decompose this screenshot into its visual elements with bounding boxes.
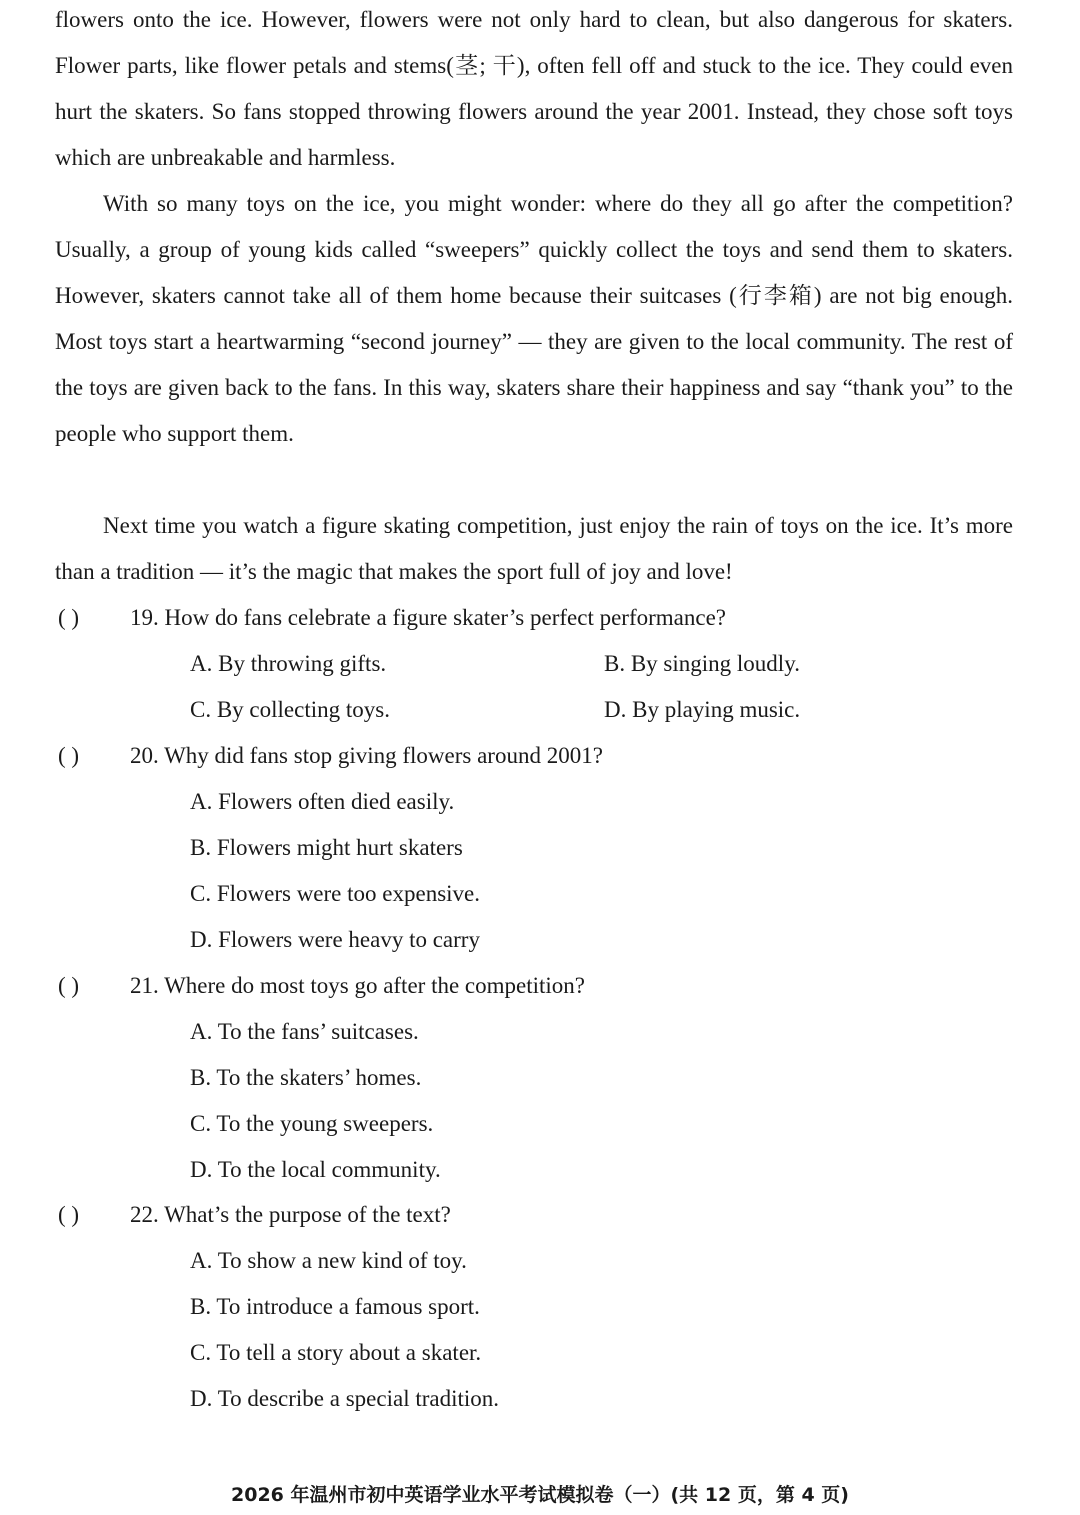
passage-paragraph-3: Next time you watch a figure skating competition, just enjoy the rain of toys on the ice. It’s more than a tradition — it’s the magic that makes the sport full of joy and love!: [55, 513, 1013, 584]
question-21: [0, 963, 1080, 1009]
question-stem: 21. Where do most toys go after the competition?: [130, 973, 585, 998]
option-d: D. Flowers were heavy to carry: [190, 927, 480, 952]
option-c: C. To tell a story about a skater.: [190, 1340, 482, 1365]
option-b: B. To the skaters’ homes.: [190, 1065, 422, 1090]
question-19: [0, 595, 1080, 641]
option-a: A. Flowers often died easily.: [190, 789, 455, 814]
option-b: B. Flowers might hurt skaters: [190, 835, 463, 860]
question-22: [0, 1192, 1080, 1238]
option-b: B. By singing loudly.: [604, 651, 800, 676]
option-b: B. To introduce a famous sport.: [190, 1294, 480, 1319]
passage-paragraph-1: flowers onto the ice. However, flowers were not only hard to clean, but also dangerous for skaters. Flower parts, like flower petals and stems(茎; 干), often fell off and stuck to the ice. They could even hurt the skaters. So fans stopped throwing flowers around the year 2001. Instead, they chose soft toys which are unbreakable and harmless.: [55, 7, 1013, 170]
option-c: C. By collecting toys.: [190, 697, 390, 722]
option-a: A. To show a new kind of toy.: [190, 1248, 467, 1273]
question-stem: 22. What’s the purpose of the text?: [130, 1202, 451, 1227]
option-c: C. To the young sweepers.: [190, 1111, 434, 1136]
answer-blank[interactable]: ( ): [58, 1202, 80, 1227]
option-d: D. To describe a special tradition.: [190, 1386, 500, 1411]
answer-blank[interactable]: ( ): [58, 743, 80, 768]
passage-paragraph-2: With so many toys on the ice, you might wonder: where do they all go after the competition? Usually, a group of young kids called “sweepers” quickly collect the toys and send them to skaters. However, skaters cannot take all of them home because their suitcases (行李箱) are not big enough. Most toys start a heartwarming “second journey” — they are given to the local community. The rest of the toys are given back to the fans. In this way, skaters share their happiness and say “thank you” to the people who support them.: [55, 191, 1013, 446]
option-a: A. By throwing gifts.: [190, 651, 387, 676]
question-stem: 20. Why did fans stop giving flowers around 2001?: [130, 743, 603, 768]
answer-blank[interactable]: ( ): [58, 973, 80, 998]
question-20: [0, 733, 1080, 779]
option-d: D. To the local community.: [190, 1157, 441, 1182]
option-c: C. Flowers were too expensive.: [190, 881, 480, 906]
answer-blank[interactable]: ( ): [58, 605, 80, 630]
page-footer: 2026 年温州市初中英语学业水平考试模拟卷（一）(共 12 页，第 4 页): [231, 1484, 849, 1506]
option-a: A. To the fans’ suitcases.: [190, 1019, 419, 1044]
question-stem: 19. How do fans celebrate a figure skater’s perfect performance?: [130, 605, 727, 630]
option-d: D. By playing music.: [604, 697, 801, 722]
